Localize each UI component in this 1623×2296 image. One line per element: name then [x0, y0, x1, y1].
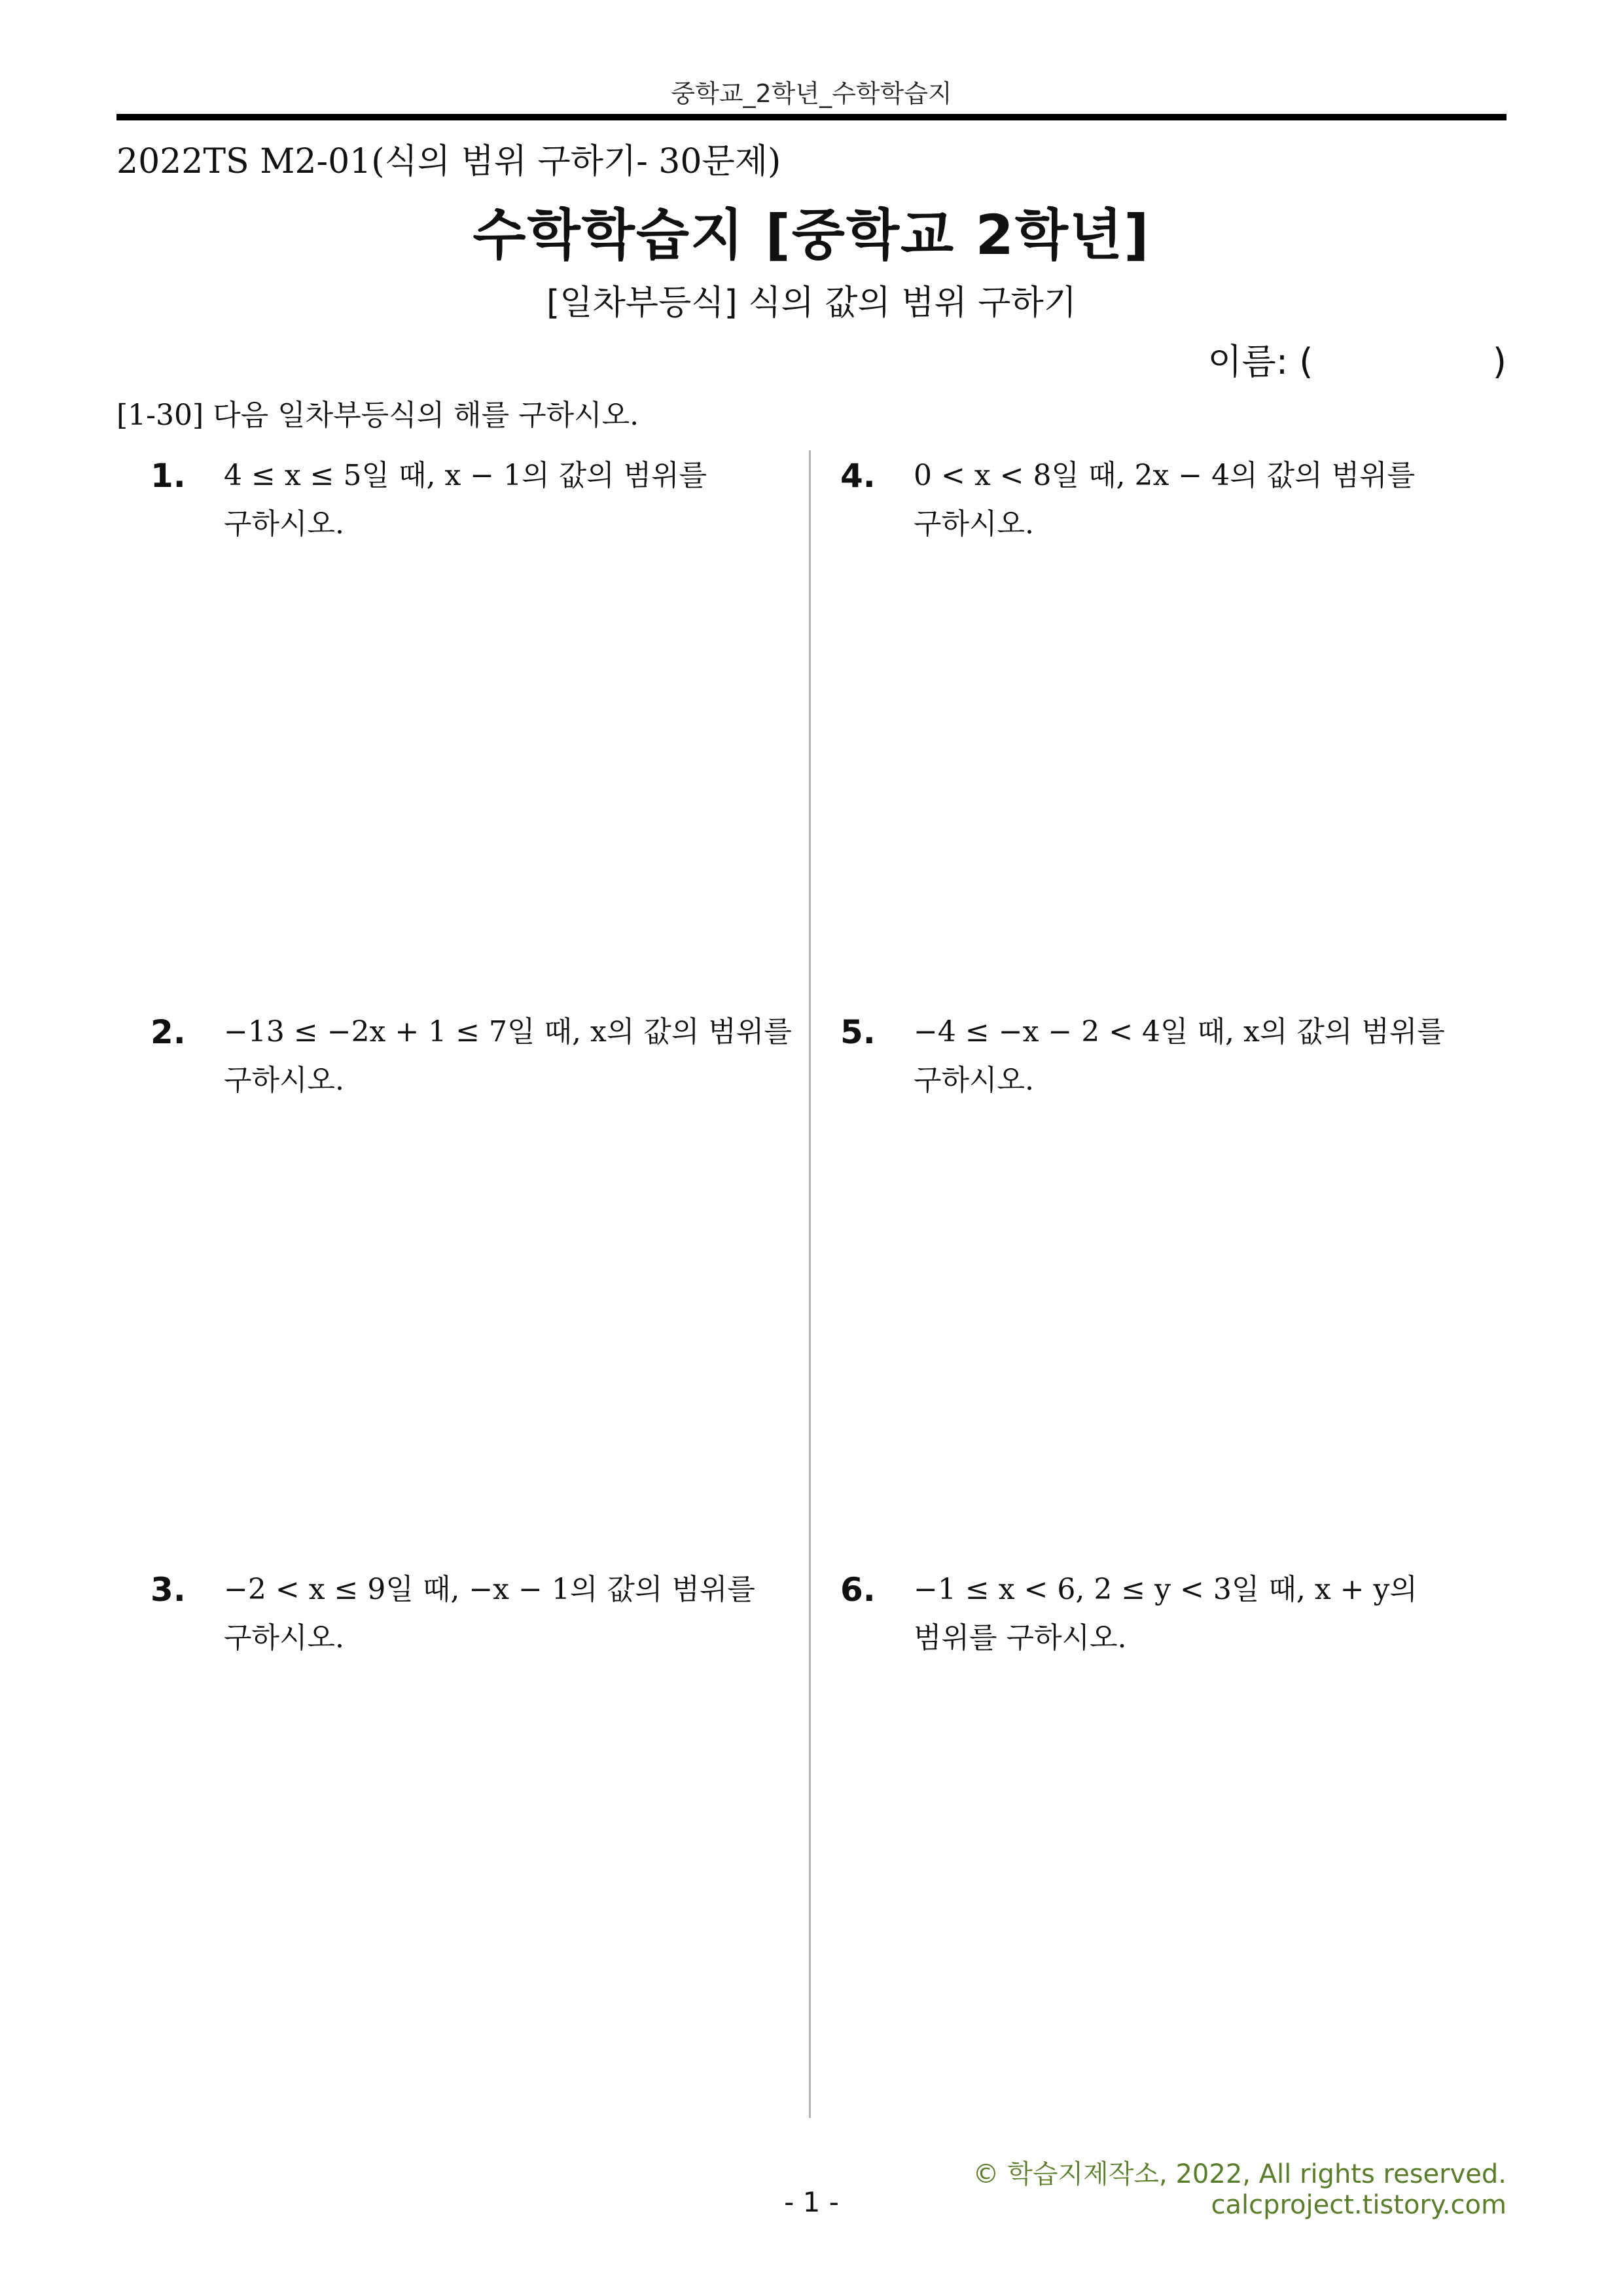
problem-text [914, 1008, 1489, 1105]
problem-line-1: −13 ≤ −2x + 1 ≤ 7일 때, x의 값의 범위를 [224, 1015, 792, 1049]
footer-copyright: © 학습지제작소, 2022, All rights reserved. [972, 2159, 1507, 2189]
problem-text [224, 452, 800, 548]
problem-text [224, 1008, 800, 1105]
footer-url-link[interactable]: calcproject.tistory.com [1211, 2190, 1507, 2220]
page-subtitle: [일차부등식] 식의 값의 범위 구하기 [546, 283, 1077, 323]
problem-line-2: 범위를 구하시오. [914, 1621, 1127, 1655]
name-blank[interactable] [1313, 341, 1493, 382]
problem-number: 2. [151, 1013, 186, 1051]
name-field [1208, 334, 1507, 384]
problem-number: 1. [151, 457, 186, 495]
name-close-paren: ) [1492, 341, 1507, 382]
column-divider [809, 450, 811, 2118]
document-code: 2022TS M2-01(식의 범위 구하기- 30문제) [116, 142, 781, 181]
problem-text [224, 1566, 800, 1662]
instruction-text: [1-30] 다음 일차부등식의 해를 구하시오. [116, 399, 639, 432]
problem-line-1: −1 ≤ x < 6, 2 ≤ y < 3일 때, x + y의 [914, 1573, 1418, 1606]
problem-line-2: 구하시오. [224, 507, 345, 541]
problem-line-1: 0 < x < 8일 때, 2x − 4의 값의 범위를 [914, 459, 1416, 492]
problem-line-2: 구하시오. [914, 507, 1035, 541]
problem-line-1: 4 ≤ x ≤ 5일 때, x − 1의 값의 범위를 [224, 459, 707, 492]
problem-line-2: 구하시오. [914, 1064, 1035, 1097]
problem-line-1: −4 ≤ −x − 2 < 4일 때, x의 값의 범위를 [914, 1015, 1445, 1049]
running-header: 중학교_2학년_수학학습지 [671, 79, 952, 108]
page-title: 수학학습지 [중학교 2학년] [473, 203, 1150, 267]
name-label: 이름: [1207, 341, 1289, 382]
problem-text [914, 1566, 1489, 1662]
name-open-paren: ( [1299, 341, 1313, 382]
problem-number: 6. [840, 1571, 876, 1609]
problem-number: 5. [840, 1013, 876, 1051]
page-number: - 1 - [784, 2186, 839, 2218]
problem-line-2: 구하시오. [224, 1621, 345, 1655]
problem-line-1: −2 < x ≤ 9일 때, −x − 1의 값의 범위를 [224, 1573, 755, 1606]
problem-line-2: 구하시오. [224, 1064, 345, 1097]
problem-number: 3. [151, 1571, 186, 1609]
header-rule [116, 114, 1507, 120]
problem-number: 4. [840, 457, 876, 495]
problem-text [914, 452, 1489, 548]
